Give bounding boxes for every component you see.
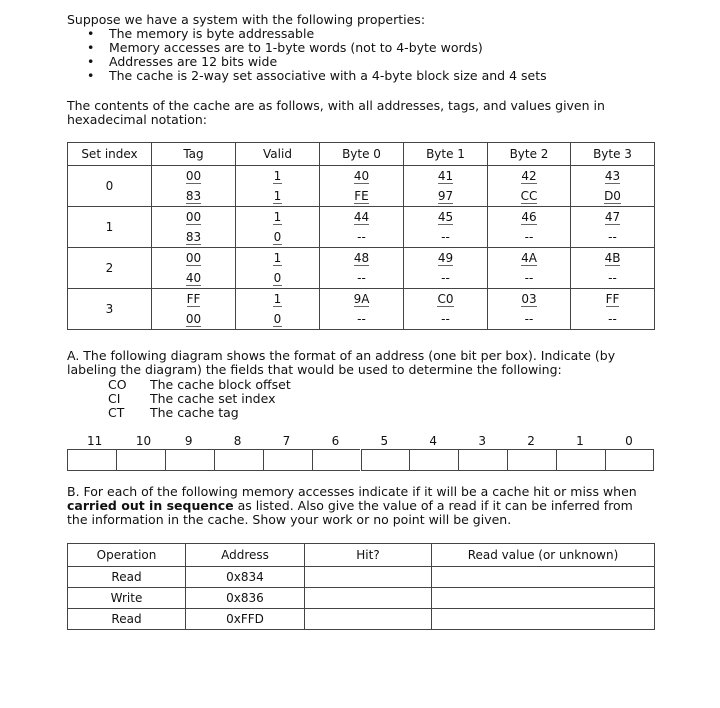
byte-1-cell — [404, 166, 488, 187]
header-tag: Tag — [152, 143, 236, 166]
access-row — [68, 567, 655, 588]
byte-0-cell — [320, 207, 404, 228]
address-bit-box[interactable] — [361, 449, 410, 471]
question-a-text: A. The following diagram shows the format of an address (one bit per box). Indicate (by labeling the diagram) the fields that would be used to determine the following: — [67, 348, 616, 377]
tag-cell-value: 40 — [185, 270, 202, 285]
read-value-answer-cell[interactable] — [432, 567, 655, 588]
set-index-cell: 0 — [68, 166, 152, 207]
byte-2-cell-value: -- — [524, 230, 534, 244]
bit-number-label: 2 — [527, 434, 535, 448]
tag-cell — [152, 227, 236, 248]
byte-0-cell-value: 9A — [353, 291, 370, 306]
bit-number-label: 4 — [429, 434, 438, 448]
byte-3-cell — [571, 207, 655, 228]
byte-2-cell — [488, 268, 571, 289]
byte-3-cell-value: D0 — [604, 188, 621, 203]
cache-line-row — [68, 268, 655, 289]
tag-cell — [152, 186, 236, 207]
access-row — [68, 609, 655, 630]
access-table-body — [68, 567, 655, 630]
bit-number-label: 6 — [331, 434, 340, 448]
cache-line-row — [68, 309, 655, 330]
access-row — [68, 588, 655, 609]
byte-1-cell-value: 41 — [437, 168, 454, 183]
tag-cell-value: 00 — [185, 311, 202, 326]
byte-3-cell — [571, 166, 655, 187]
byte-3-cell-value: -- — [608, 230, 617, 244]
header-byte-2: Byte 2 — [488, 143, 571, 166]
hit-answer-cell[interactable] — [305, 567, 432, 588]
byte-1-cell — [404, 248, 488, 269]
tag-cell — [152, 289, 236, 310]
field-definitions — [108, 378, 291, 420]
tag-cell-value: FF — [186, 291, 201, 306]
field-abbr: CI — [108, 391, 121, 406]
bit-number-label: 10 — [135, 434, 152, 448]
byte-1-cell — [404, 186, 488, 207]
byte-2-cell — [488, 166, 571, 187]
cache-line-row — [68, 186, 655, 207]
byte-1-cell — [404, 207, 488, 228]
byte-2-cell — [488, 227, 571, 248]
bit-number-label: 0 — [625, 434, 633, 448]
address-bit-box[interactable] — [507, 449, 556, 471]
address-bit-box[interactable] — [116, 449, 165, 471]
cache-line-row — [68, 227, 655, 248]
hit-answer-cell[interactable] — [305, 609, 432, 630]
field-desc: The cache set index — [150, 391, 276, 406]
cache-table-body — [68, 166, 655, 330]
field-abbr: CT — [108, 405, 125, 420]
address-bit-numbers — [67, 434, 654, 448]
address-cell: 0x834 — [186, 567, 305, 588]
cache-line-row — [68, 166, 655, 187]
byte-1-cell-value: -- — [441, 271, 450, 285]
cache-header-row — [68, 143, 655, 166]
valid-cell — [236, 289, 320, 310]
cache-line-row — [68, 289, 655, 310]
byte-1-cell-value: -- — [441, 312, 450, 326]
byte-0-cell — [320, 289, 404, 310]
property-item: • Addresses are 12 bits wide — [67, 55, 707, 69]
header-byte-0: Byte 0 — [320, 143, 404, 166]
set-index-cell: 2 — [68, 248, 152, 289]
byte-1-cell-value: 49 — [437, 250, 454, 265]
property-item: • Memory accesses are to 1-byte words (not to 4-byte words) — [67, 41, 707, 55]
bit-number-label: 11 — [87, 434, 103, 448]
access-header-row — [68, 544, 655, 567]
byte-0-cell — [320, 166, 404, 187]
operation-cell: Read — [68, 567, 186, 588]
byte-2-cell-value: 4A — [521, 250, 537, 265]
tag-cell — [152, 207, 236, 228]
byte-2-cell-value: CC — [520, 188, 538, 203]
byte-1-cell-value: C0 — [437, 291, 454, 306]
bit-number-label: 1 — [576, 434, 584, 448]
field-ct — [108, 406, 291, 420]
valid-cell — [236, 309, 320, 330]
byte-3-cell-value: -- — [608, 312, 617, 326]
field-abbr: CO — [108, 377, 127, 392]
byte-0-cell-value: -- — [357, 271, 366, 285]
property-item: • The memory is byte addressable — [67, 27, 707, 41]
header-byte-1: Byte 1 — [404, 143, 488, 166]
address-cell: 0x836 — [186, 588, 305, 609]
field-co — [108, 378, 291, 392]
byte-0-cell — [320, 227, 404, 248]
property-item: • The cache is 2-way set associative with a 4-byte block size and 4 sets — [67, 69, 707, 83]
tag-cell-value: 83 — [185, 188, 202, 203]
byte-1-cell — [404, 227, 488, 248]
intro-section — [67, 13, 707, 83]
tag-cell-value: 00 — [185, 250, 202, 265]
byte-2-cell — [488, 186, 571, 207]
tag-cell — [152, 248, 236, 269]
bit-number-label: 5 — [380, 434, 389, 448]
byte-2-cell — [488, 309, 571, 330]
address-bit-box[interactable] — [165, 449, 214, 471]
header-valid: Valid — [236, 143, 320, 166]
byte-0-cell — [320, 186, 404, 207]
byte-3-cell-value: FF — [605, 291, 620, 306]
byte-1-cell-value: 45 — [437, 209, 454, 224]
byte-2-cell-value: 46 — [521, 209, 537, 224]
hit-answer-cell[interactable] — [305, 588, 432, 609]
tag-cell — [152, 268, 236, 289]
question-b-text-after: as listed. Also give the value of a read if it can be inferred from the information in the cache. Show your work or no point will be given. — [67, 498, 633, 527]
address-bit-box[interactable] — [67, 449, 116, 471]
byte-0-cell-value: -- — [357, 312, 366, 326]
tag-cell-value: 83 — [185, 229, 202, 244]
address-bit-box[interactable] — [458, 449, 507, 471]
read-value-answer-cell[interactable] — [432, 609, 655, 630]
address-bit-box[interactable] — [556, 449, 605, 471]
cache-contents-table — [67, 142, 655, 330]
bit-number-label: 9 — [184, 434, 193, 448]
tag-cell-value: 00 — [185, 168, 202, 183]
question-b-emphasis: carried out in sequence — [67, 498, 234, 513]
byte-3-cell-value: 47 — [604, 209, 621, 224]
byte-0-cell-value: 44 — [353, 209, 370, 224]
intro-lead: Suppose we have a system with the following properties: — [67, 12, 426, 27]
set-index-cell: 1 — [68, 207, 152, 248]
address-bit-box[interactable] — [214, 449, 263, 471]
byte-0-cell — [320, 248, 404, 269]
address-cell: 0xFFD — [186, 609, 305, 630]
valid-cell — [236, 268, 320, 289]
byte-1-cell — [404, 309, 488, 330]
valid-cell — [236, 186, 320, 207]
byte-1-cell-value: 97 — [437, 188, 454, 203]
operation-cell: Read — [68, 609, 186, 630]
address-bit-box[interactable] — [605, 449, 654, 471]
byte-0-cell-value: -- — [357, 230, 366, 244]
question-b-text-before: B. For each of the following memory accesses indicate if it will be a cache hit or miss when — [67, 484, 637, 499]
header-set-index: Set index — [68, 143, 152, 166]
byte-2-cell-value: 03 — [521, 291, 537, 306]
address-bit-box[interactable] — [312, 449, 361, 471]
header-hit: Hit? — [305, 544, 432, 567]
byte-3-cell — [571, 309, 655, 330]
byte-3-cell-value: 43 — [604, 168, 621, 183]
byte-0-cell — [320, 309, 404, 330]
valid-cell — [236, 248, 320, 269]
valid-cell — [236, 166, 320, 187]
byte-2-cell — [488, 289, 571, 310]
byte-2-cell — [488, 207, 571, 228]
question-b-text — [67, 485, 647, 527]
byte-0-cell-value: 48 — [353, 250, 370, 265]
byte-3-cell-value: -- — [608, 271, 617, 285]
byte-3-cell — [571, 227, 655, 248]
valid-cell-value: 0 — [273, 311, 282, 326]
valid-cell-value: 0 — [273, 270, 282, 285]
cache-line-row — [68, 248, 655, 269]
byte-3-cell-value: 4B — [604, 250, 621, 265]
valid-cell-value: 1 — [273, 168, 282, 183]
valid-cell — [236, 207, 320, 228]
cache-contents-text: The contents of the cache are as follows, with all addresses, tags, and values given in hexadecimal notation: — [67, 98, 605, 127]
address-bit-diagram — [67, 449, 654, 471]
byte-1-cell — [404, 268, 488, 289]
byte-2-cell-value: -- — [524, 312, 534, 326]
byte-1-cell-value: -- — [441, 230, 450, 244]
tag-cell — [152, 166, 236, 187]
valid-cell-value: 1 — [273, 209, 282, 224]
field-desc: The cache tag — [150, 405, 239, 420]
bit-number-label: 3 — [478, 434, 486, 448]
operation-cell: Write — [68, 588, 186, 609]
field-ci — [108, 392, 291, 406]
valid-cell-value: 0 — [273, 229, 282, 244]
tag-cell — [152, 309, 236, 330]
byte-2-cell — [488, 248, 571, 269]
byte-2-cell-value: 42 — [521, 168, 537, 183]
tag-cell-value: 00 — [185, 209, 202, 224]
address-bit-box[interactable] — [409, 449, 458, 471]
byte-3-cell — [571, 289, 655, 310]
memory-access-table — [67, 543, 655, 630]
byte-3-cell — [571, 186, 655, 207]
valid-cell-value: 1 — [273, 291, 282, 306]
header-byte-3: Byte 3 — [571, 143, 655, 166]
valid-cell-value: 1 — [273, 188, 282, 203]
set-index-cell: 3 — [68, 289, 152, 330]
header-address: Address — [186, 544, 305, 567]
bit-number-label: 7 — [282, 434, 291, 448]
bit-number-label: 8 — [233, 434, 242, 448]
byte-0-cell — [320, 268, 404, 289]
read-value-answer-cell[interactable] — [432, 588, 655, 609]
byte-0-cell-value: 40 — [353, 168, 370, 183]
byte-3-cell — [571, 248, 655, 269]
byte-0-cell-value: FE — [354, 188, 369, 203]
byte-1-cell — [404, 289, 488, 310]
cache-line-row — [68, 207, 655, 228]
valid-cell — [236, 227, 320, 248]
valid-cell-value: 1 — [273, 250, 282, 265]
header-operation: Operation — [68, 544, 186, 567]
field-desc: The cache block offset — [150, 377, 291, 392]
byte-3-cell — [571, 268, 655, 289]
properties-list — [67, 27, 707, 83]
address-bit-box[interactable] — [263, 449, 312, 471]
header-read-value: Read value (or unknown) — [432, 544, 655, 567]
byte-2-cell-value: -- — [524, 271, 534, 285]
